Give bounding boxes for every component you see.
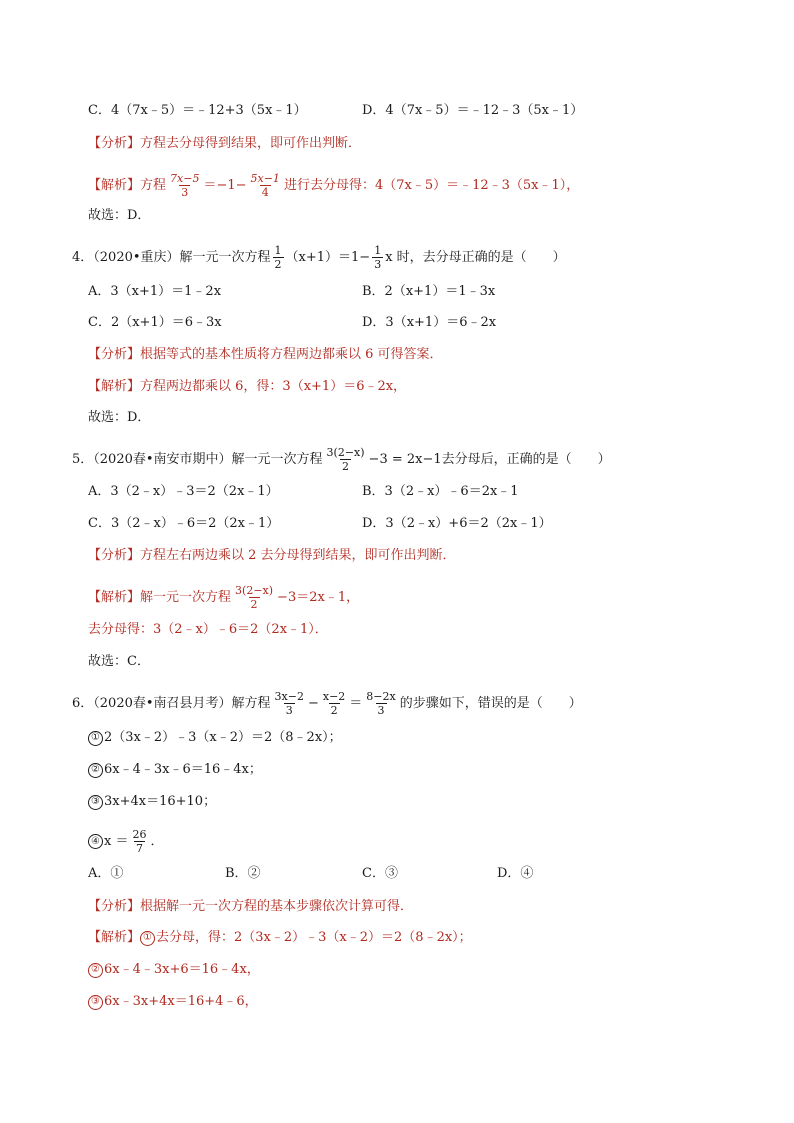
analysis-tag: 【分析】 xyxy=(88,347,141,362)
solution-tag: 【解析】 xyxy=(88,379,141,394)
analysis-text: 根据等式的基本性质将方程两边都乘以 6 可得答案． xyxy=(140,347,443,362)
q3-option-d: D．4（7x﹣5）＝﹣12﹣3（5x﹣1） xyxy=(362,103,584,118)
q6-step-2: ② 6x﹣4﹣3x﹣6＝16﹣4x； xyxy=(88,760,262,780)
analysis-tag: 【分析】 xyxy=(88,899,141,914)
q6-step-1: ① 2（3x﹣2）﹣3（x﹣2）＝2（8﹣2x）； xyxy=(88,728,342,748)
fraction: $\frac{5x-1}{4}$ xyxy=(250,172,280,199)
fraction: $\frac{8-2x}{3}$ xyxy=(366,690,396,717)
circled-number: ③ xyxy=(88,795,103,810)
q6-solution-step-3: ③ 6x﹣3x+4x＝16+4﹣6， xyxy=(88,992,258,1012)
q5-answer: 故选：C． xyxy=(88,654,150,669)
fraction: $\frac{1}{3}$ xyxy=(374,244,382,271)
q4-solution: 【解析】 方程两边都乘以 6，得： 3（x+1）＝6﹣2x， xyxy=(88,377,406,397)
q6-option-a: A．① xyxy=(88,866,124,881)
circled-number: ③ xyxy=(88,995,103,1010)
q3-solution: 【解析】 方程 $\frac{7x-5}{3}$ ＝−1− $\frac{5x-1}{4}$ 进行去分母得： 4（7x﹣5）＝﹣12﹣3（5x﹣1）， xyxy=(88,172,580,199)
fraction: $\frac{3x-2}{3}$ xyxy=(274,690,304,717)
q5-option-d: D．3（2﹣x）+6＝2（2x﹣1） xyxy=(362,516,552,531)
circled-number: ① xyxy=(140,931,155,946)
q6-step-4: ④ x ＝ $\frac{26}{7}$ ． xyxy=(88,828,163,855)
q5-stem: 5．（2020春•南安市期中）解一元一次方程 $\frac{3(2-x)}{2}$ −3 = 2x−1去分母后，正确的是（ ） xyxy=(72,446,611,473)
q6-analysis xyxy=(88,897,413,917)
analysis-text: 根据解一元一次方程的基本步骤依次计算可得． xyxy=(140,899,414,914)
q3-analysis xyxy=(88,134,361,154)
q5-option-c: C．3（2﹣x）﹣6＝2（2x﹣1） xyxy=(88,516,280,531)
circled-number: ④ xyxy=(88,834,103,849)
solution-tag: 【解析】 xyxy=(88,177,141,193)
fraction: $\frac{3(2-x)}{2}$ xyxy=(235,584,274,611)
q6-step-3: ③ 3x+4x＝16+10； xyxy=(88,792,216,812)
analysis-text: 方程去分母得到结果，即可作出判断． xyxy=(140,136,362,151)
q3-option-c: C．4（7x﹣5）＝﹣12+3（5x﹣1） xyxy=(88,103,307,118)
q3-answer: 故选：D． xyxy=(88,208,151,223)
fraction: $\frac{7x-5}{3}$ xyxy=(170,172,200,199)
q4-option-a: A．3（x+1）＝1﹣2x xyxy=(88,284,222,299)
circled-number: ② xyxy=(88,963,103,978)
q4-analysis xyxy=(88,345,443,365)
q6-solution-step-2: ② 6x﹣4﹣3x+6＝16﹣4x， xyxy=(88,960,260,980)
analysis-tag: 【分析】 xyxy=(88,548,141,563)
q6-option-d: D．④ xyxy=(497,866,534,881)
fraction: $\frac{26}{7}$ xyxy=(132,828,147,855)
circled-number: ② xyxy=(88,763,103,778)
q4-option-b: B．2（x+1）＝1﹣3x xyxy=(362,284,496,299)
q4-option-d: D．3（x+1）＝6﹣2x xyxy=(362,315,497,330)
circled-number: ① xyxy=(88,731,103,746)
solution-text: 方程 xyxy=(140,177,167,193)
q4-option-c: C．2（x+1）＝6﹣3x xyxy=(88,315,222,330)
q5-solution: 【解析】 解一元一次方程 $\frac{3(2-x)}{2}$ −3＝2x﹣1， xyxy=(88,584,360,611)
q5-option-a: A．3（2﹣x）﹣3＝2（2x﹣1） xyxy=(88,484,279,499)
q4-stem: 4．（2020•重庆）解一元一次方程 $\frac{1}{2}$ （x+1）＝1− $\frac{1}{3}$ x 时，去分母正确的是（ ） xyxy=(72,244,566,271)
q6-stem: 6．（2020春•南召县月考）解方程 $\frac{3x-2}{3}$ − $\frac{x-2}{2}$ ＝ $\frac{8-2x}{3}$ 的步骤如下，错误的是（ ） xyxy=(72,690,582,717)
fraction: $\frac{1}{2}$ xyxy=(274,244,282,271)
analysis-tag: 【分析】 xyxy=(88,136,141,151)
q4-answer: 故选：D． xyxy=(88,410,151,425)
analysis-text: 方程左右两边乘以 2 去分母得到结果，即可作出判断． xyxy=(140,548,456,563)
q5-option-b: B．3（2﹣x）﹣6＝2x﹣1 xyxy=(362,484,519,499)
q6-option-c: C．③ xyxy=(362,866,398,881)
q5-analysis xyxy=(88,546,456,566)
q5-step: 去分母得： 3（2﹣x）﹣6＝2（2x﹣1）． xyxy=(88,622,328,637)
solution-tag: 【解析】 xyxy=(88,930,141,945)
solution-tag: 【解析】 xyxy=(88,589,141,605)
q6-solution: 【解析】 ① 去分母，得：2（3x﹣2）﹣3（x﹣2）＝2（8﹣2x）； xyxy=(88,928,472,948)
fraction: $\frac{x-2}{2}$ xyxy=(322,690,346,717)
q6-option-b: B．② xyxy=(225,866,261,881)
fraction: $\frac{3(2-x)}{2}$ xyxy=(326,446,365,473)
